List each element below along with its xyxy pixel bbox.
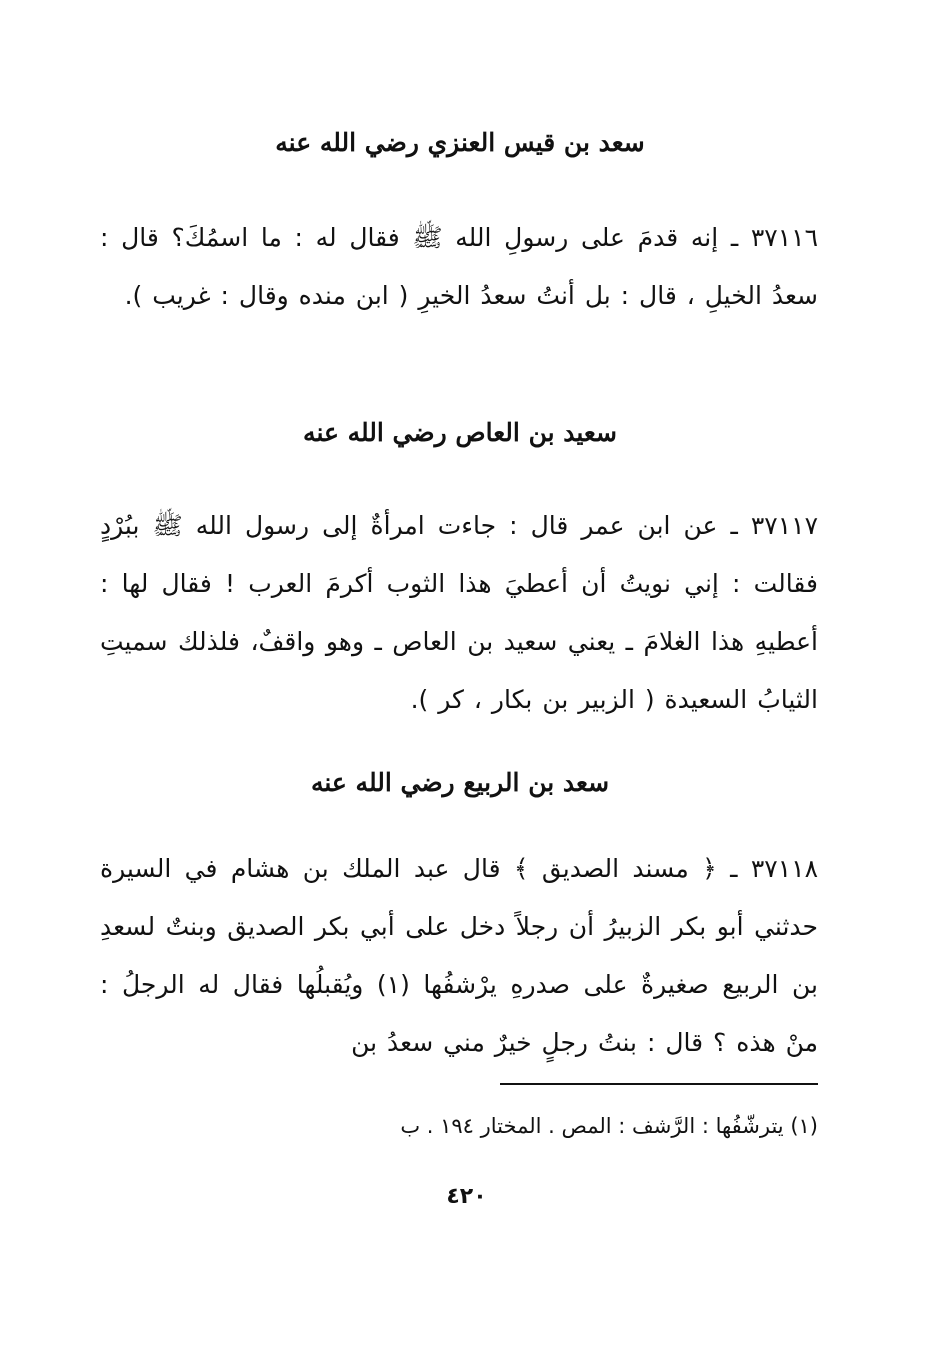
hadith-37118: ٣٧١١٨ ـ ﴿ مسند الصديق ﴾ قال عبد الملك بن هشام في السيرة حدثني أبو بكر الزبيرُ أن رجلاً دخل على أبي بكر الصديق وبنتٌ لسعدِ بن الربيع صغيرةٌ على صدرهِ يرْشفُها (١) ويُقبلُها فقال له الرجلُ : منْ هذه ؟ قال : بنتُ رجلٍ خيرٌ مني سعدُ بن xyxy=(100,854,818,1057)
section-heading-saad-ibn-al-rabi: سعد بن الربيع رضي الله عنه xyxy=(310,768,610,797)
section-heading-said-ibn-al-as: سعيد بن العاص رضي الله عنه xyxy=(303,418,617,447)
footnote-divider xyxy=(500,1083,818,1085)
section-heading-saad-ibn-qays: سعد بن قيس العنزي رضي الله عنه xyxy=(275,128,645,157)
hadith-37116: ٣٧١١٦ ـ إنه قدمَ على رسولِ الله ﷺ فقال له : ما اسمُكَ؟ قال : سعدُ الخيلِ ، قال : بل أنتُ سعدُ الخيرِ ( ابن منده وقال : غريب ). xyxy=(100,223,818,310)
footnote: (١) يترشّفُها : الرَّشف : المص . المختار ١٩٤ . ب xyxy=(400,1114,818,1138)
hadith-37117: ٣٧١١٧ ـ عن ابن عمر قال : جاءت امرأةٌ إلى رسول الله ﷺ ببُرْدٍ فقالت : إني نويتُ أن أعطيَ هذا الثوب أكرمَ العرب ! فقال لها : أعطيهِ هذا الغلامَ ـ يعني سعيد بن العاص ـ وهو واقفٌ، فلذلك سميتِ الثيابُ السعيدة ( الزبير بن بكار ، كر ). xyxy=(100,511,818,714)
page-number: ٤٢٠ xyxy=(446,1184,487,1209)
